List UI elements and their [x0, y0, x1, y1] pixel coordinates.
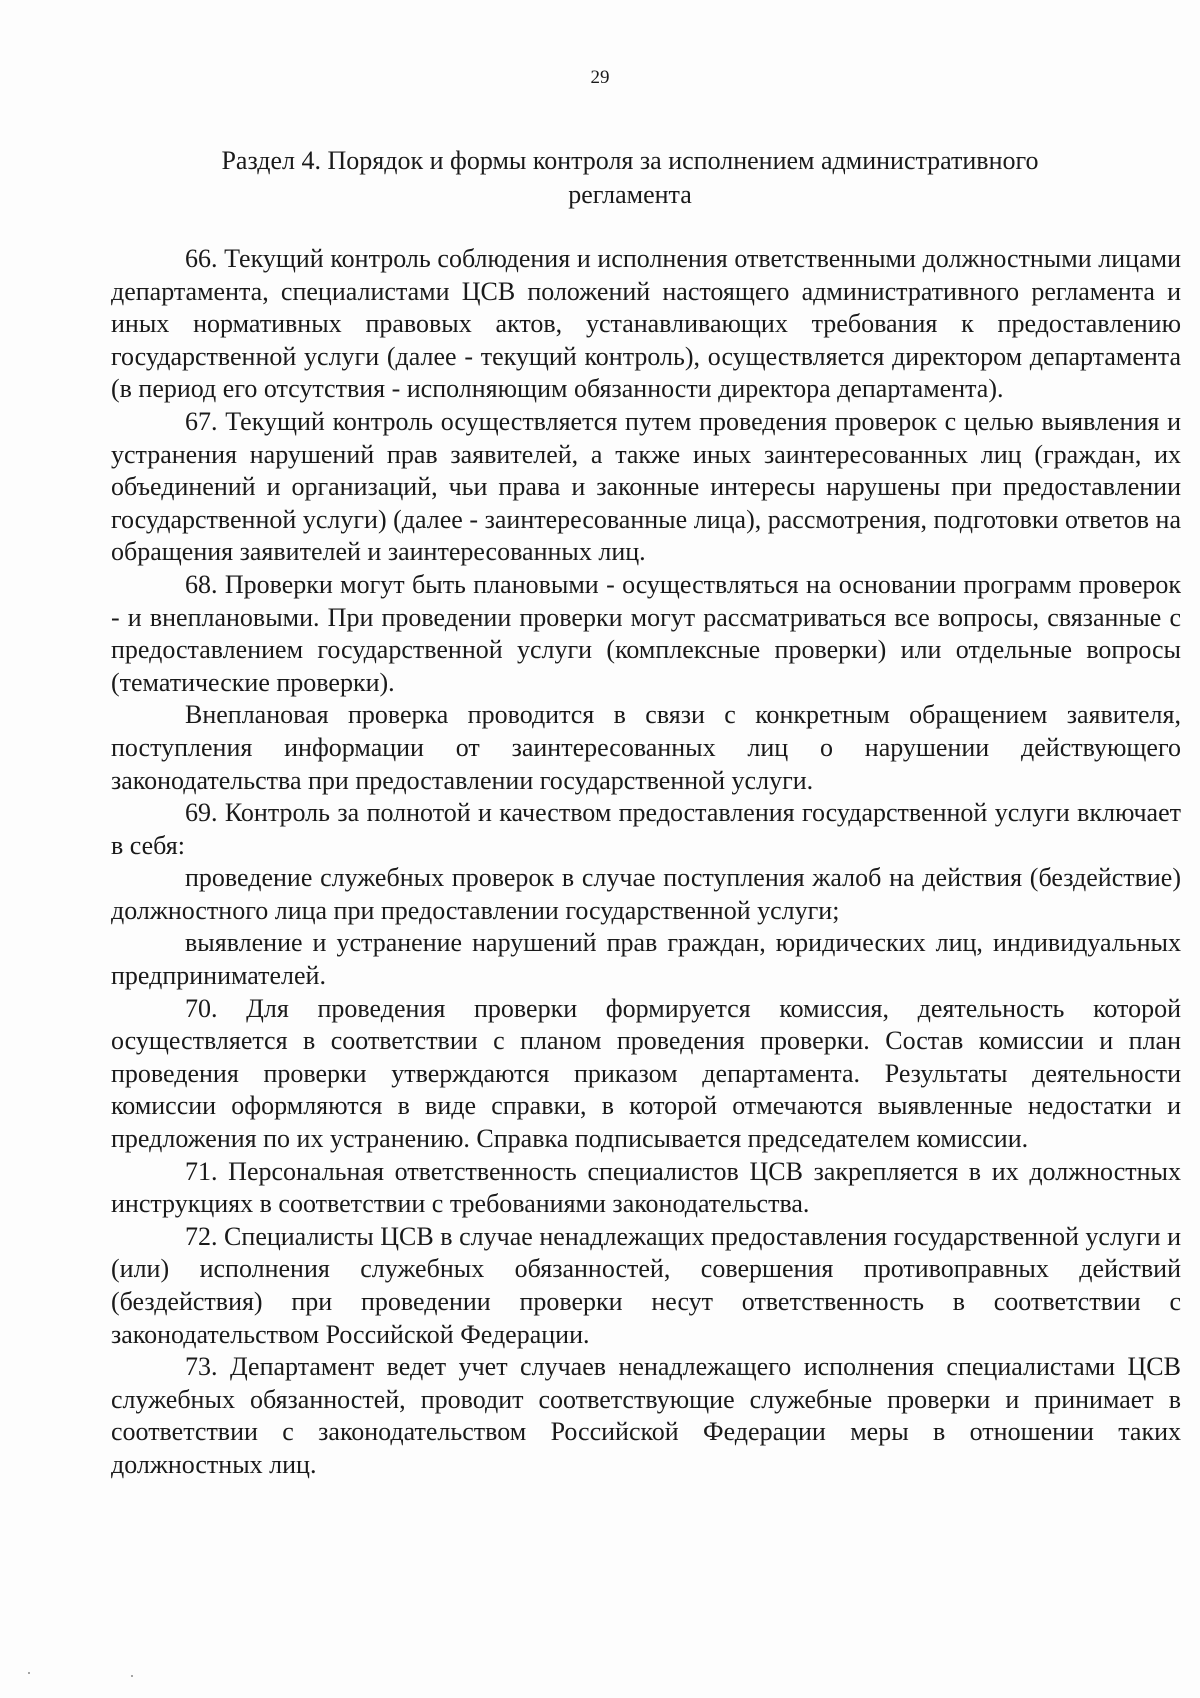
page-number: 29 — [590, 67, 610, 88]
paragraph-67: 67. Текущий контроль осуществляется путем проведения проверок с целью выявления и устранения нарушений прав заявителей, а также иных заинтересованных лиц (граждан, их объединений и организаций, чьи права и законные интересы нарушены при предоставлении государственной услуги) (далее - заинтересованные лица), рассмотрения, подготовки ответов на обращения заявителей и заинтересованных лиц. — [111, 406, 1181, 567]
paragraph-66: 66. Текущий контроль соблюдения и исполнения ответственными должностными лицами департамента, специалистами ЦСВ положений настоящего административного регламента и иных нормативных правовых актов, устанавливающих требования к предоставлению государственной услуги (далее - текущий контроль), осуществляется директором департамента (в период его отсутствия - исполняющим обязанности директора департамента). — [111, 244, 1181, 404]
paragraph-69: 69. Контроль за полнотой и качеством предоставления государственной услуги включает в себя: — [111, 798, 1181, 860]
paragraph-69-item-1: проведение служебных проверок в случае поступления жалоб на действия (бездействие) должностного лица при предоставлении государственной услуги; — [111, 863, 1181, 925]
section-title: Раздел 4. Порядок и формы контроля за исполнением административного регламента — [221, 146, 1039, 209]
paragraph-68-unscheduled: Внеплановая проверка проводится в связи с конкретным обращением заявителя, поступления информации от заинтересованных лиц о нарушении действующего законодательства при предоставлении государственной услуги. — [111, 700, 1181, 795]
scan-specks — [0, 1672, 1200, 1682]
paragraph-70: 70. Для проведения проверки формируется комиссия, деятельность которой осуществляется в соответствии с планом проведения проверки. Состав комиссии и план проведения проверки утверждаются приказом департамента. Результаты деятельности комиссии оформляются в виде справки, в которой отмечаются выявленные недостатки и предложения по их устранению. Справка подписывается председателем комиссии. — [111, 993, 1181, 1154]
paragraph-68: 68. Проверки могут быть плановыми - осуществляться на основании программ проверок - и внеплановыми. При проведении проверки могут рассматриваться все вопросы, связанные с предоставлением государственной услуги (комплексные проверки) или отдельные вопросы (тематические проверки). — [111, 569, 1181, 697]
scan-speck — [131, 1675, 133, 1677]
document-body — [111, 243, 1181, 1482]
paragraph-69-item-2: выявление и устранение нарушений прав граждан, юридических лиц, индивидуальных предпринимателей. — [111, 928, 1181, 991]
paragraph-72: 72. Специалисты ЦСВ в случае ненадлежащих предоставления государственной услуги и (или) исполнения служебных обязанностей, совершения противоправных действий (бездействия) при проведении проверки несут ответственность в соответствии с законодательством Российской Федерации. — [111, 1221, 1181, 1349]
scan-speck — [28, 1672, 30, 1674]
paragraph-71: 71. Персональная ответственность специалистов ЦСВ закрепляется в их должностных инструкциях в соответствии с требованиями законодательства. — [111, 1156, 1181, 1219]
paragraph-73: 73. Департамент ведет учет случаев ненадлежащего исполнения специалистами ЦСВ служебных обязанностей, проводит соответствующие служебные проверки и принимает в соответствии с законодательством Российской Федерации меры в отношении таких должностных лиц. — [111, 1352, 1181, 1479]
